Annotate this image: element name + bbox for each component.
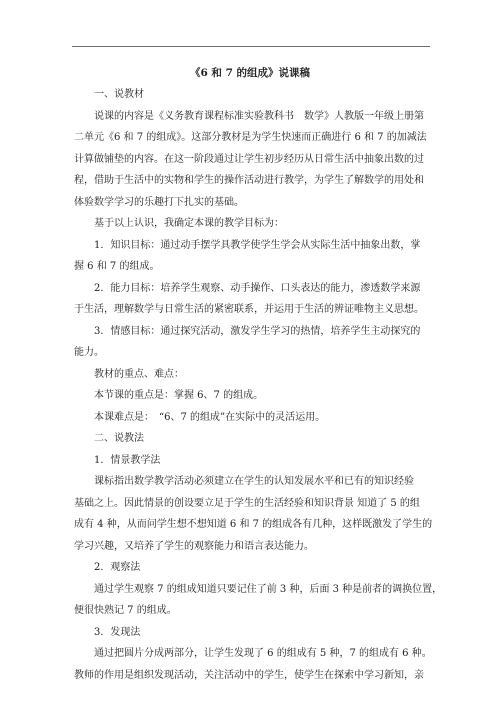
text-line: 通过把圆片分成两部分，让学生发现了 6 的组成有 5 种，7 的组成有 6 种。 — [94, 648, 432, 659]
text-line: 二单元《6 和 7 的组成》。这部分教材是为学生快速而正确进行 6 和 7 的加减法 — [74, 132, 427, 143]
text-line: 课标指出数学教学活动必须建立在学生的认知发展水平和已有的知识经验 — [94, 476, 414, 487]
text-line: 能力。 — [74, 347, 104, 358]
text-line: 通过学生观察 7 的组成知道只要记住了前 3 种，后面 3 种是前者的调换位置， — [94, 583, 443, 595]
header-rule — [72, 46, 430, 47]
text-line: 本课难点是： “6、7 的组成”在实际中的灵活运用。 — [94, 411, 326, 423]
text-line: 体验数学学习的乐趣打下扎实的基础。 — [74, 196, 244, 208]
text-line: 1．知识目标：通过动手摆学具教学使学生学会从实际生活中抽象出数，掌 — [94, 239, 421, 251]
text-line: 说课的内容是《义务教育课程标准实验教科书 数学》人教版一年级上册第 — [94, 110, 424, 122]
text-line: 教材的重点、难点： — [94, 368, 184, 380]
text-line: 一、说教材 — [94, 89, 144, 100]
text-line: 2．观察法 — [94, 562, 141, 573]
text-line: 3．情感目标：通过探究活动，激发学生学习的热情，培养学生主动探究的 — [94, 325, 421, 337]
text-line: 3．发现法 — [94, 626, 141, 638]
text-line: 成有 4 种，从而问学生想不想知道 6 和 7 的组成各有几种，这样既激发了学生的 — [74, 519, 433, 530]
document-body — [74, 84, 443, 686]
text-line: 计算做铺垫的内容。在这一阶段通过让学生初步经历从日常生活中抽象出数的过 — [74, 153, 424, 165]
document-title: 《6 和 7 的组成》说课稿 — [189, 67, 311, 79]
text-line: 学习兴趣，又培养了学生的观察能力和语言表达能力。 — [74, 540, 314, 552]
text-line: 便很快熟记 7 的组成。 — [74, 605, 177, 616]
text-line: 握 6 和 7 的组成。 — [74, 261, 160, 272]
text-line: 基础之上。因此情景的创设要立足于学生的生活经验和知识背景 知道了 5 的组 — [74, 497, 420, 509]
text-line: 程，借助于生活中的实物和学生的操作活动进行教学，为学生了解数学的用处和 — [74, 175, 424, 186]
text-line: 2．能力目标：培养学生观察、动手操作、口头表达的能力，渗透数学来源 — [94, 282, 421, 294]
text-line: 二、说教法 — [94, 433, 144, 444]
text-line: 教师的作用是组织发现活动，关注活动中的学生，使学生在探索中学习新知，亲 — [74, 669, 424, 681]
text-line: 于生活，理解数学与日常生活的紧密联系，并运用于生活的辨证唯物主义思想。 — [74, 304, 424, 315]
text-line: 本节课的重点是：掌握 6、7 的组成。 — [94, 390, 264, 401]
text-line: 基于以上认识，我确定本课的教学目标为： — [94, 218, 284, 229]
text-line: 1．情景教学法 — [94, 454, 161, 466]
